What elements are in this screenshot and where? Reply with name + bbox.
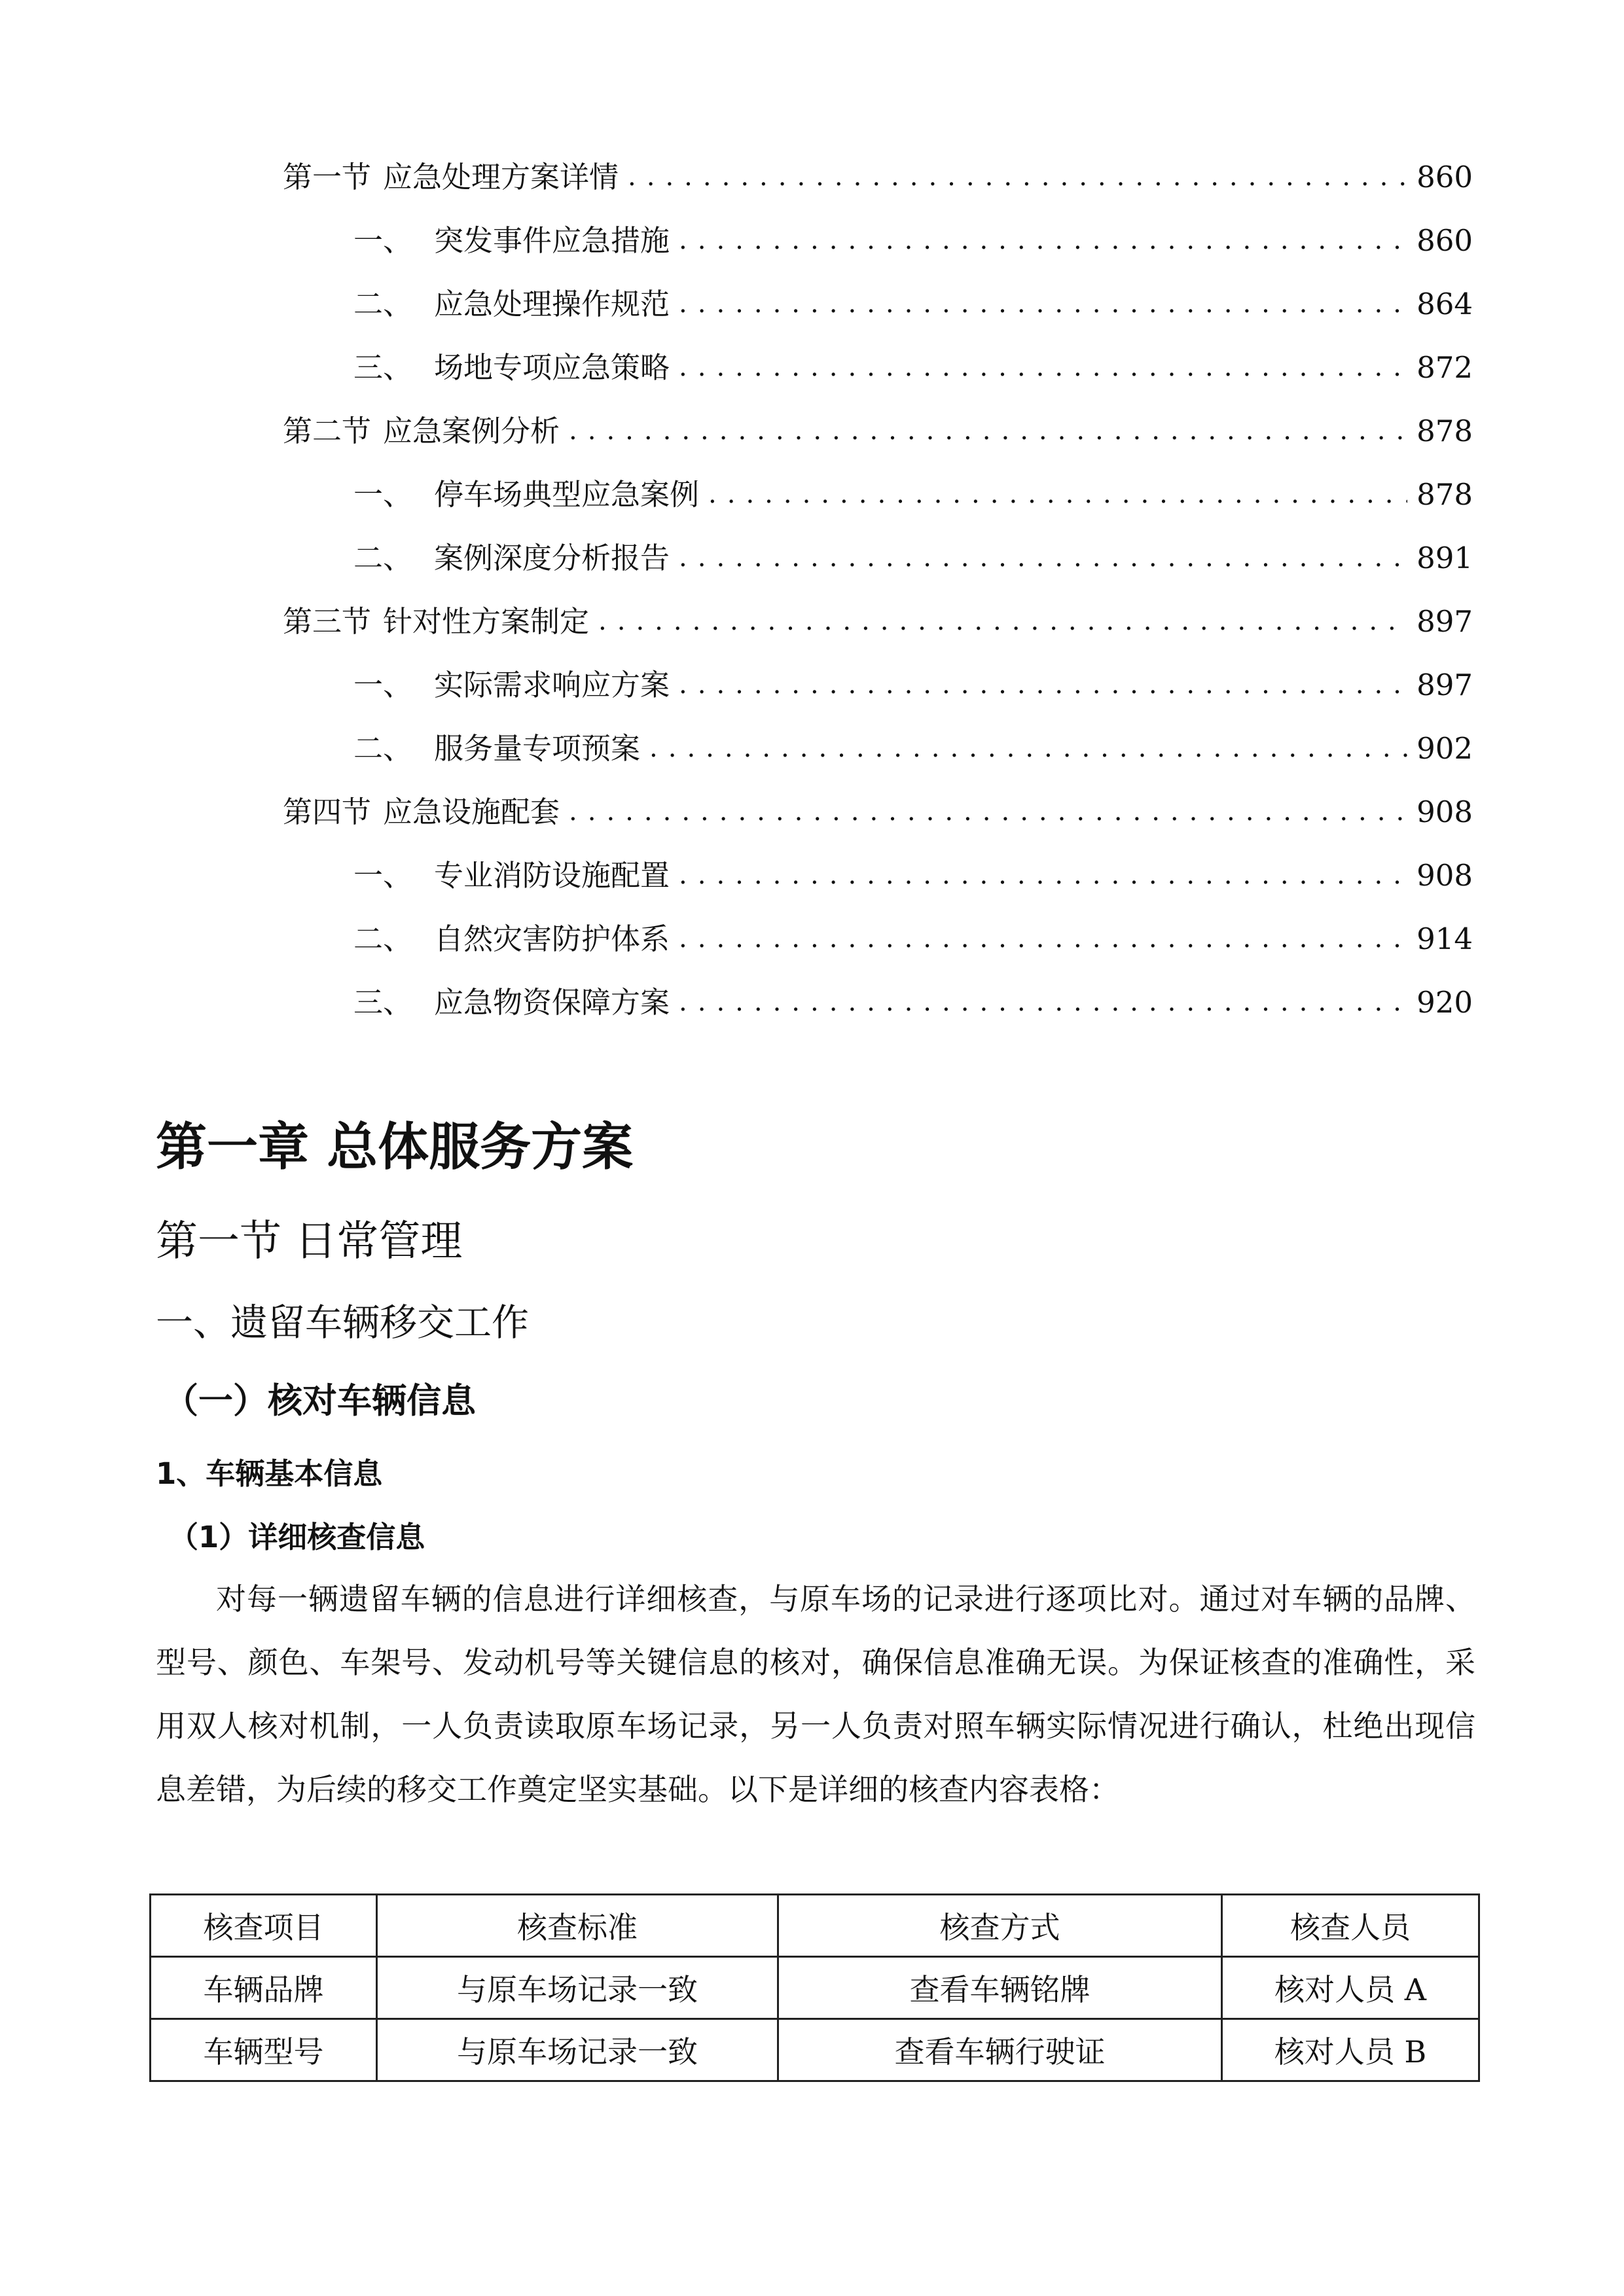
toc-entry[interactable] bbox=[353, 973, 1473, 1031]
toc-page-number: 897 bbox=[1416, 603, 1473, 639]
toc-title: 应急案例分析 bbox=[383, 413, 560, 448]
toc-entry[interactable] bbox=[283, 782, 1473, 841]
toc-leader-dots bbox=[649, 735, 1407, 761]
toc-entry[interactable] bbox=[353, 909, 1473, 968]
toc-number: 三、 bbox=[353, 984, 413, 1020]
toc-leader-dots bbox=[679, 291, 1407, 317]
table-row bbox=[151, 1957, 1479, 2019]
toc-page-number: 920 bbox=[1416, 984, 1473, 1020]
toc-title: 应急处理操作规范 bbox=[434, 286, 670, 321]
table-header-cell: 核查标准 bbox=[377, 1895, 778, 1957]
point-heading: （1）详细核查信息 bbox=[169, 1520, 425, 1554]
toc-number: 第四节 bbox=[283, 794, 372, 829]
toc-page-number: 908 bbox=[1416, 794, 1473, 829]
toc-page-number: 914 bbox=[1416, 921, 1473, 956]
toc-leader-dots bbox=[708, 481, 1407, 507]
toc-page-number: 908 bbox=[1416, 857, 1473, 893]
toc-page-number: 860 bbox=[1416, 223, 1473, 258]
table-row bbox=[151, 2019, 1479, 2081]
toc-number: 第三节 bbox=[283, 603, 372, 639]
toc-number: 第一节 bbox=[283, 159, 372, 194]
toc-entry[interactable] bbox=[353, 465, 1473, 524]
toc-entry[interactable] bbox=[353, 338, 1473, 397]
toc-leader-dots bbox=[679, 227, 1407, 253]
toc-leader-dots bbox=[679, 989, 1407, 1015]
toc-leader-dots bbox=[569, 798, 1407, 825]
toc-entry[interactable] bbox=[353, 719, 1473, 778]
table-header-cell: 核查人员 bbox=[1222, 1895, 1479, 1957]
subsection-heading: 一、遗留车辆移交工作 bbox=[156, 1301, 529, 1344]
toc-number: 第二节 bbox=[283, 413, 372, 448]
toc-number: 一、 bbox=[353, 476, 413, 512]
table-cell: 车辆品牌 bbox=[151, 1957, 377, 2019]
toc-leader-dots bbox=[679, 862, 1407, 888]
verification-table bbox=[149, 1893, 1480, 2082]
toc-number: 一、 bbox=[353, 857, 413, 893]
toc-page-number: 902 bbox=[1416, 730, 1473, 766]
table-cell: 查看车辆行驶证 bbox=[778, 2019, 1222, 2081]
toc-leader-dots bbox=[679, 925, 1407, 952]
toc-entry[interactable] bbox=[353, 655, 1473, 714]
toc-leader-dots bbox=[679, 354, 1407, 380]
toc-entry[interactable] bbox=[353, 846, 1473, 905]
toc-title: 应急设施配套 bbox=[383, 794, 560, 829]
toc-title: 针对性方案制定 bbox=[383, 603, 590, 639]
section-heading: 第一节 日常管理 bbox=[156, 1217, 463, 1266]
table-header-cell: 核查方式 bbox=[778, 1895, 1222, 1957]
toc-entry[interactable] bbox=[353, 528, 1473, 587]
toc-page-number: 897 bbox=[1416, 667, 1473, 702]
toc-title: 停车场典型应急案例 bbox=[434, 476, 700, 512]
toc-title: 案例深度分析报告 bbox=[434, 540, 670, 575]
toc-title: 应急处理方案详情 bbox=[383, 159, 619, 194]
table-cell: 核对人员 B bbox=[1222, 2019, 1479, 2081]
toc-title: 自然灾害防护体系 bbox=[434, 921, 670, 956]
toc-number: 一、 bbox=[353, 667, 413, 702]
item-heading: （一）核对车辆信息 bbox=[164, 1381, 476, 1421]
toc-title: 专业消防设施配置 bbox=[434, 857, 670, 893]
toc-number: 二、 bbox=[353, 730, 413, 766]
toc-leader-dots bbox=[679, 545, 1407, 571]
toc-entry[interactable] bbox=[283, 401, 1473, 460]
toc-leader-dots bbox=[679, 672, 1407, 698]
toc-number: 三、 bbox=[353, 350, 413, 385]
table-header-cell: 核查项目 bbox=[151, 1895, 377, 1957]
table-cell: 与原车场记录一致 bbox=[377, 2019, 778, 2081]
table-cell: 查看车辆铭牌 bbox=[778, 1957, 1222, 2019]
toc-entry[interactable] bbox=[353, 211, 1473, 270]
toc-page-number: 891 bbox=[1416, 540, 1473, 575]
toc-number: 二、 bbox=[353, 540, 413, 575]
toc-number: 二、 bbox=[353, 286, 413, 321]
toc-leader-dots bbox=[598, 608, 1407, 634]
toc-leader-dots bbox=[628, 164, 1407, 190]
table-cell: 与原车场记录一致 bbox=[377, 1957, 778, 2019]
toc-number: 二、 bbox=[353, 921, 413, 956]
sub-item-heading: 1、车辆基本信息 bbox=[156, 1456, 383, 1491]
table-cell: 车辆型号 bbox=[151, 2019, 377, 2081]
toc-page-number: 872 bbox=[1416, 350, 1473, 385]
toc-page-number: 864 bbox=[1416, 286, 1473, 321]
toc-page-number: 860 bbox=[1416, 159, 1473, 194]
table-cell: 核对人员 A bbox=[1222, 1957, 1479, 2019]
toc-entry[interactable] bbox=[283, 592, 1473, 651]
toc-page-number: 878 bbox=[1416, 476, 1473, 512]
table-header-row bbox=[151, 1895, 1479, 1957]
toc-title: 实际需求响应方案 bbox=[434, 667, 670, 702]
toc-leader-dots bbox=[569, 418, 1407, 444]
chapter-heading: 第一章 总体服务方案 bbox=[156, 1118, 634, 1177]
toc-entry[interactable] bbox=[353, 274, 1473, 333]
toc-page-number: 878 bbox=[1416, 413, 1473, 448]
toc-title: 应急物资保障方案 bbox=[434, 984, 670, 1020]
toc-title: 服务量专项预案 bbox=[434, 730, 641, 766]
toc-title: 场地专项应急策略 bbox=[434, 350, 670, 385]
toc-number: 一、 bbox=[353, 223, 413, 258]
toc-entry[interactable] bbox=[283, 147, 1473, 206]
toc-title: 突发事件应急措施 bbox=[434, 223, 670, 258]
body-paragraph: 对每一辆遗留车辆的信息进行详细核查，与原车场的记录进行逐项比对。通过对车辆的品牌、型号、颜色、车架号、发动机号等关键信息的核对，确保信息准确无误。为保证核查的准确性，采用双人核对机制，一人负责读取原车场记录，另一人负责对照车辆实际情况进行确认，杜绝出现信息差错，为后续的移交工作奠定坚实基础。以下是详细的核查内容表格： bbox=[156, 1581, 1475, 1807]
